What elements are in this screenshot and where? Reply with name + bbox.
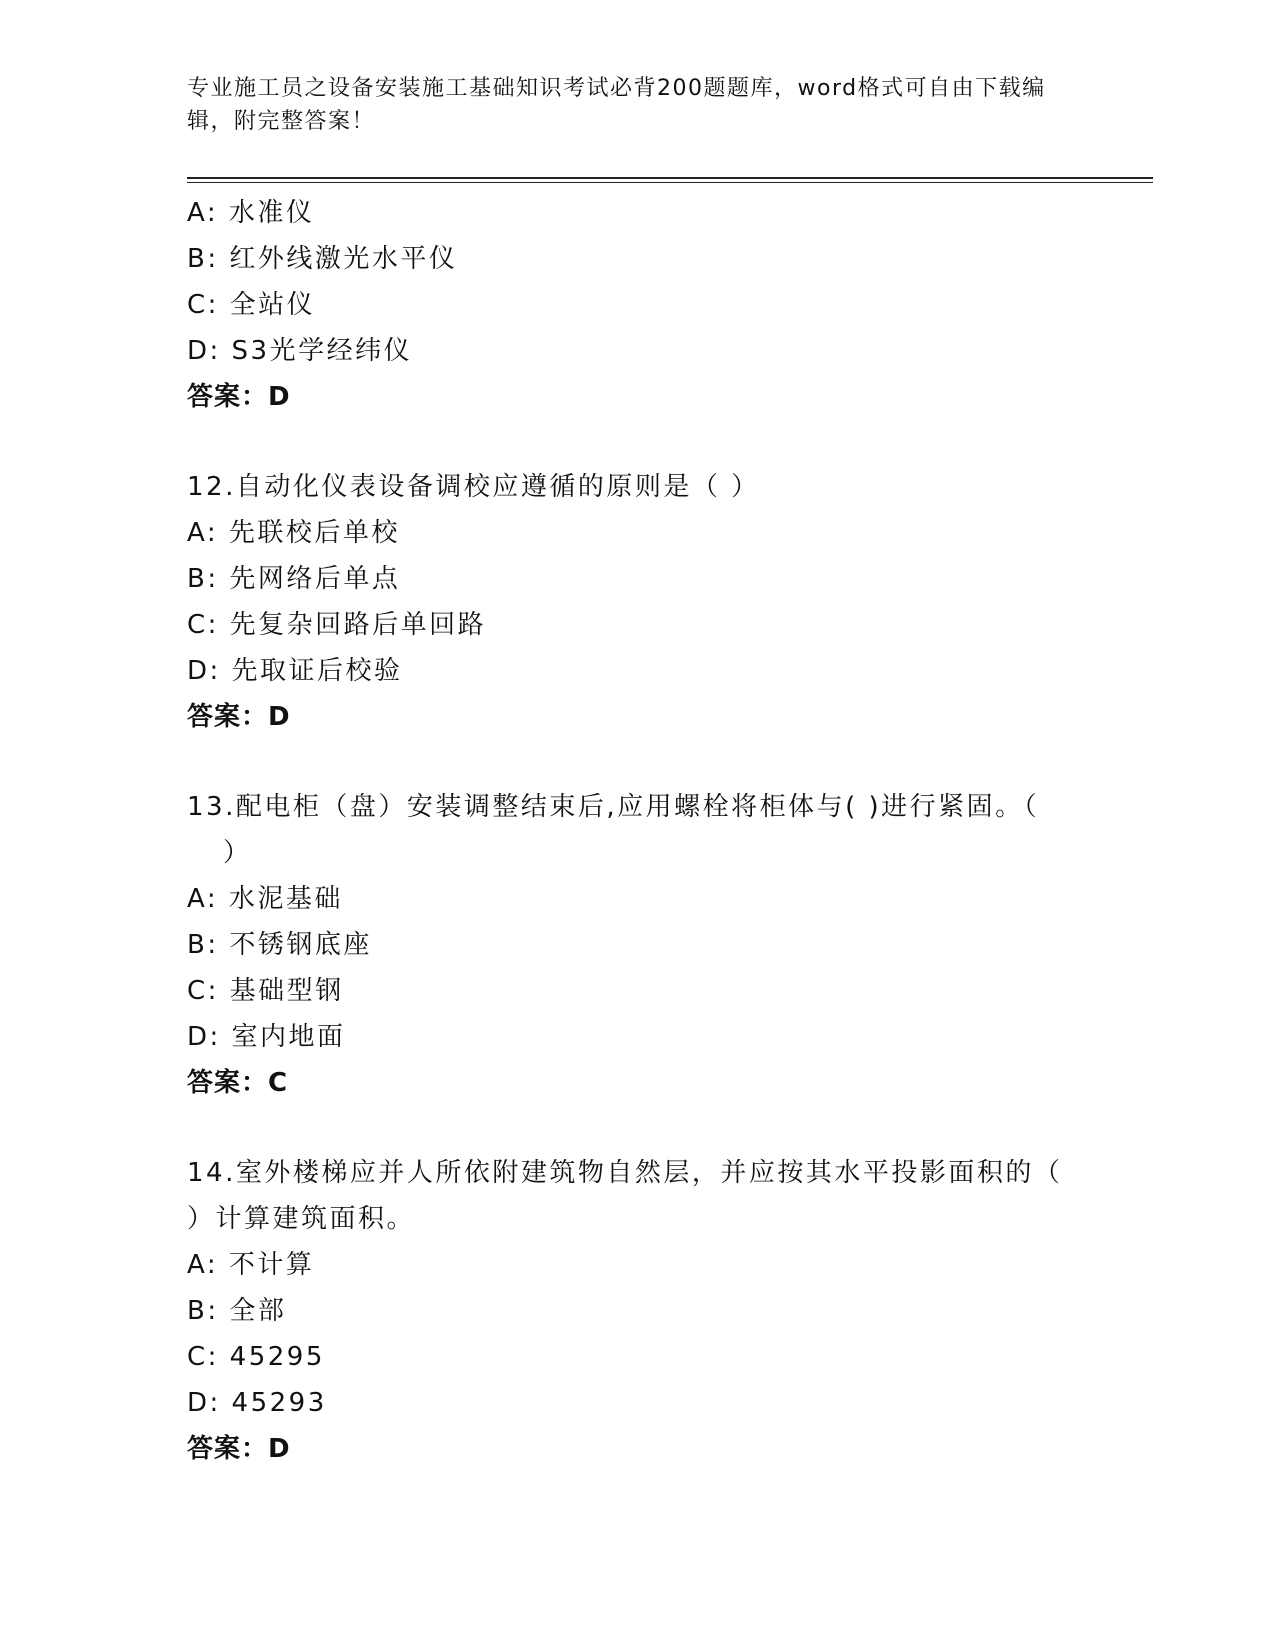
option-d: D: 室内地面 [187, 1022, 346, 1052]
header-rule-thick [187, 177, 1153, 179]
option-b: B: 先网络后单点 [187, 564, 401, 594]
option-c: C: 基础型钢 [187, 976, 344, 1006]
question-text: 13.配电柜（盘）安装调整结束后,应用螺栓将柜体与( )进行紧固。（ [187, 792, 1040, 822]
question-text-continued: ） [223, 838, 252, 868]
answer: 答案：D [187, 702, 291, 732]
header-rule-thin [187, 182, 1153, 183]
answer: 答案：C [187, 1068, 289, 1098]
option-b: B: 全部 [187, 1296, 287, 1326]
option-a: A: 不计算 [187, 1250, 315, 1280]
question-list [187, 190, 1087, 1472]
answer: 答案：D [187, 1434, 291, 1464]
question-13 [187, 784, 1087, 1106]
option-b: B: 不锈钢底座 [187, 930, 372, 960]
option-a: A: 水泥基础 [187, 884, 343, 914]
option-c: C: 全站仪 [187, 290, 316, 320]
option-d: D: S3光学经纬仪 [187, 336, 413, 366]
question-14 [187, 1150, 1087, 1472]
document-header: 专业施工员之设备安装施工基础知识考试必背200题题库，word格式可自由下载编辑，附完整答案！ [187, 76, 1046, 134]
option-c: C: 45295 [187, 1342, 325, 1372]
option-b: B: 红外线激光水平仪 [187, 244, 458, 274]
option-d: D: 先取证后校验 [187, 656, 403, 686]
option-a: A: 先联校后单校 [187, 518, 400, 548]
question-11 [187, 190, 1087, 420]
answer: 答案：D [187, 382, 291, 412]
question-12 [187, 464, 1087, 740]
question-text-continued: ）计算建筑面积。 [187, 1204, 416, 1234]
option-c: C: 先复杂回路后单回路 [187, 610, 487, 640]
option-d: D: 45293 [187, 1388, 327, 1418]
question-text: 12.自动化仪表设备调校应遵循的原则是（ ） [187, 472, 760, 502]
option-a: A: 水准仪 [187, 198, 315, 228]
question-text: 14.室外楼梯应并人所依附建筑物自然层，并应按其水平投影面积的（ [187, 1158, 1063, 1188]
